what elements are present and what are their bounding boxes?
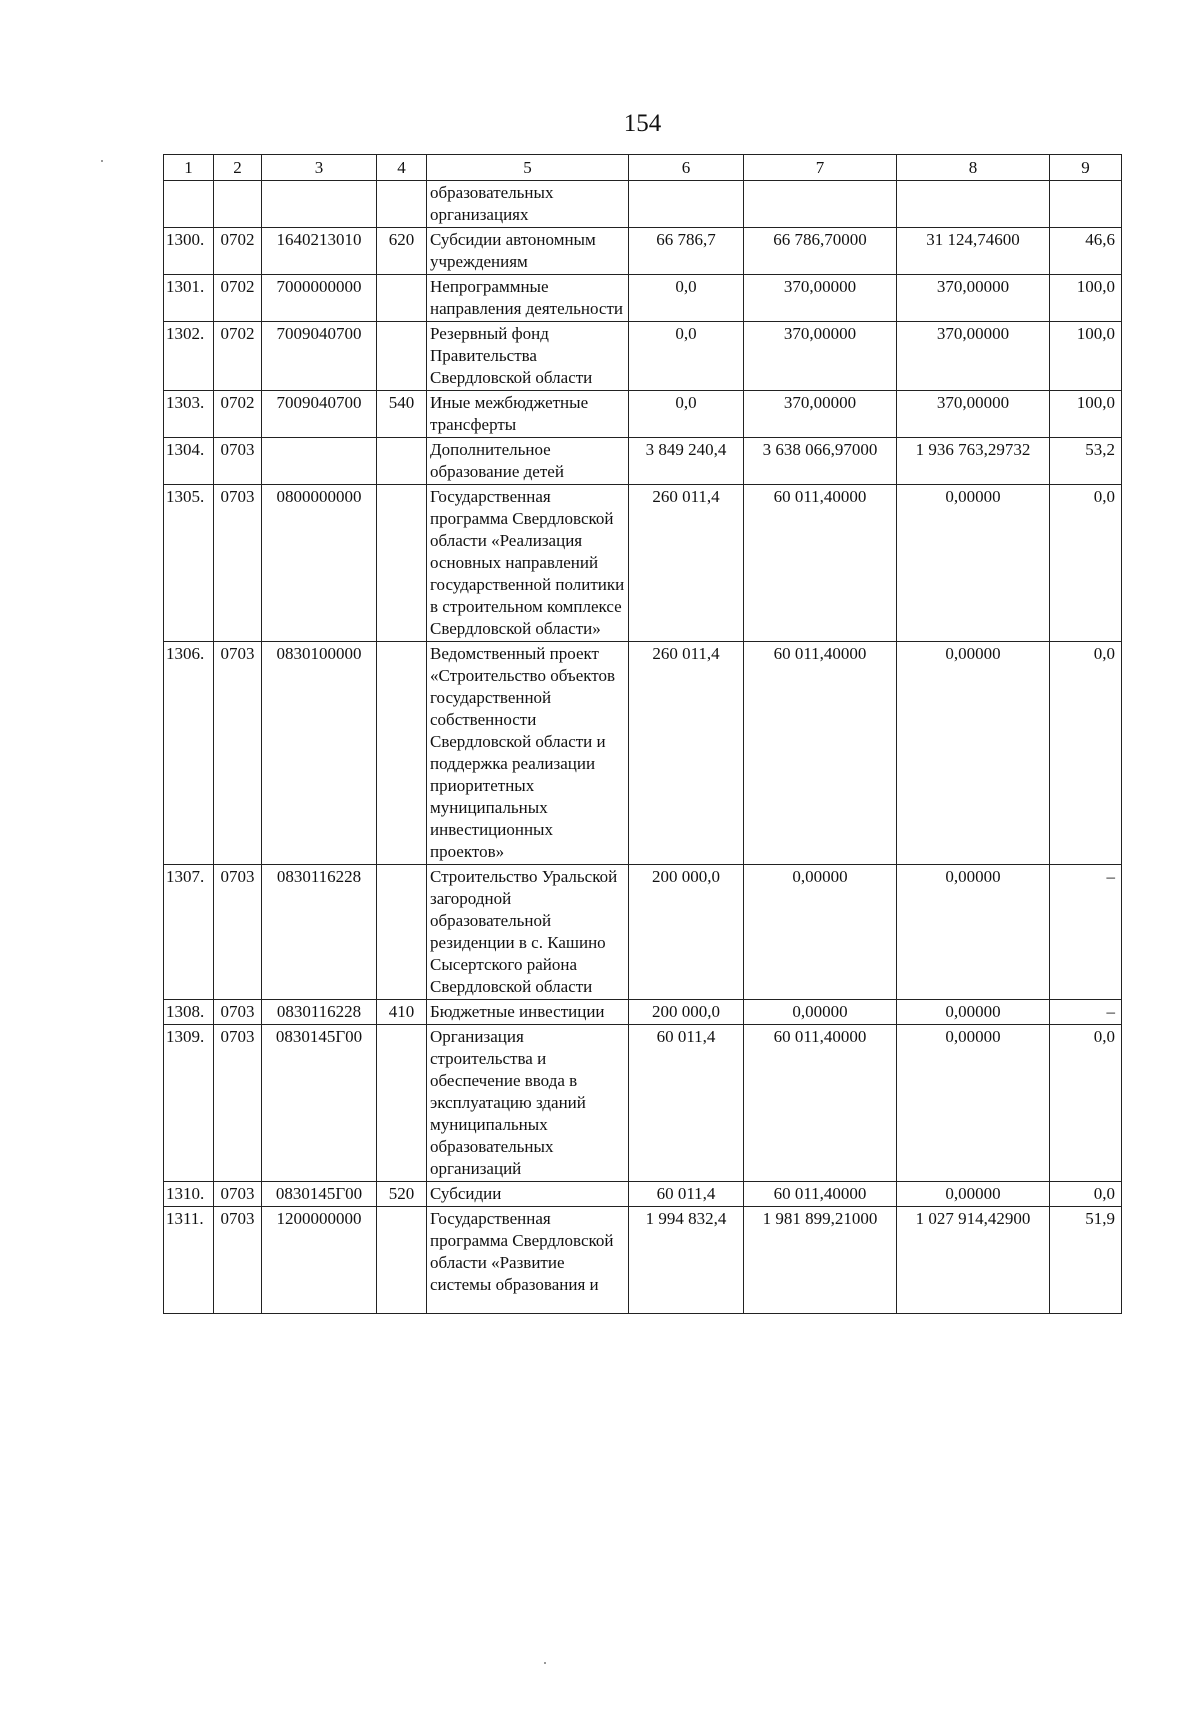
table-row xyxy=(164,181,1122,228)
execution-percent-cell xyxy=(1050,181,1122,228)
scan-speck xyxy=(101,160,103,162)
row-number-cell: 1306. xyxy=(164,642,214,865)
executed-amount-cell: 0,00000 xyxy=(897,1000,1050,1025)
executed-amount-cell: 0,00000 xyxy=(897,485,1050,642)
expense-type-cell: 410 xyxy=(377,1000,427,1025)
section-code-cell: 0702 xyxy=(214,275,262,322)
expense-type-cell xyxy=(377,865,427,1000)
row-number-cell: 1307. xyxy=(164,865,214,1000)
refined-amount-cell: 3 638 066,97000 xyxy=(744,438,897,485)
row-number-cell: 1308. xyxy=(164,1000,214,1025)
executed-amount-cell: 1 027 914,42900 xyxy=(897,1207,1050,1314)
execution-percent-cell: 46,6 xyxy=(1050,228,1122,275)
executed-amount-cell: 0,00000 xyxy=(897,642,1050,865)
page-number: 154 xyxy=(623,110,662,137)
executed-amount-cell: 370,00000 xyxy=(897,391,1050,438)
refined-amount-cell: 370,00000 xyxy=(744,275,897,322)
execution-percent-cell: – xyxy=(1050,1000,1122,1025)
target-article-cell: 7009040700 xyxy=(262,391,377,438)
refined-amount-cell: 60 011,40000 xyxy=(744,485,897,642)
refined-amount-cell: 370,00000 xyxy=(744,391,897,438)
executed-amount-cell: 1 936 763,29732 xyxy=(897,438,1050,485)
refined-amount-cell xyxy=(744,181,897,228)
table-row xyxy=(164,1000,1122,1025)
execution-percent-cell: 0,0 xyxy=(1050,485,1122,642)
execution-percent-cell: 100,0 xyxy=(1050,322,1122,391)
table-row xyxy=(164,485,1122,642)
refined-amount-cell: 0,00000 xyxy=(744,1000,897,1025)
execution-percent-cell: 0,0 xyxy=(1050,1182,1122,1207)
refined-amount-cell: 1 981 899,21000 xyxy=(744,1207,897,1314)
item-name-cell: Строительство Уральской загородной образовательной резиденции в с. Кашино Сысертского района Свердловской области xyxy=(427,865,629,1000)
approved-amount-cell: 0,0 xyxy=(629,391,744,438)
table-row xyxy=(164,228,1122,275)
row-number-cell: 1303. xyxy=(164,391,214,438)
row-number-cell: 1311. xyxy=(164,1207,214,1314)
target-article-cell: 1200000000 xyxy=(262,1207,377,1314)
section-code-cell: 0702 xyxy=(214,391,262,438)
approved-amount-cell: 1 994 832,4 xyxy=(629,1207,744,1314)
execution-percent-cell: 51,9 xyxy=(1050,1207,1122,1314)
expense-type-cell: 540 xyxy=(377,391,427,438)
expense-type-cell xyxy=(377,181,427,228)
column-number-9: 9 xyxy=(1050,155,1122,181)
target-article-cell: 0830145Г00 xyxy=(262,1182,377,1207)
table-row xyxy=(164,391,1122,438)
table-row xyxy=(164,1025,1122,1182)
item-name-cell: Ведомственный проект «Строительство объектов государственной собственности Свердловской области и поддержка реализации приоритетных муниципальных инвестиционных проектов» xyxy=(427,642,629,865)
execution-percent-cell: – xyxy=(1050,865,1122,1000)
row-number-cell: 1309. xyxy=(164,1025,214,1182)
refined-amount-cell: 60 011,40000 xyxy=(744,1025,897,1182)
target-article-cell xyxy=(262,181,377,228)
target-article-cell: 0830145Г00 xyxy=(262,1025,377,1182)
approved-amount-cell: 3 849 240,4 xyxy=(629,438,744,485)
approved-amount-cell: 260 011,4 xyxy=(629,485,744,642)
approved-amount-cell: 66 786,7 xyxy=(629,228,744,275)
row-number-cell: 1302. xyxy=(164,322,214,391)
execution-percent-cell: 100,0 xyxy=(1050,275,1122,322)
column-number-4: 4 xyxy=(377,155,427,181)
target-article-cell: 0830116228 xyxy=(262,1000,377,1025)
expense-type-cell xyxy=(377,322,427,391)
column-number-3: 3 xyxy=(262,155,377,181)
table-body xyxy=(164,155,1122,1314)
column-number-2: 2 xyxy=(214,155,262,181)
execution-percent-cell: 100,0 xyxy=(1050,391,1122,438)
row-number-cell xyxy=(164,181,214,228)
expense-type-cell xyxy=(377,642,427,865)
approved-amount-cell: 200 000,0 xyxy=(629,865,744,1000)
executed-amount-cell: 370,00000 xyxy=(897,275,1050,322)
table-row xyxy=(164,1182,1122,1207)
approved-amount-cell: 0,0 xyxy=(629,275,744,322)
header-row xyxy=(164,155,1122,181)
row-number-cell: 1301. xyxy=(164,275,214,322)
expense-type-cell: 520 xyxy=(377,1182,427,1207)
item-name-cell: Организация строительства и обеспечение ввода в эксплуатацию зданий муниципальных образовательных организаций xyxy=(427,1025,629,1182)
item-name-cell: Непрограммные направления деятельности xyxy=(427,275,629,322)
expense-type-cell xyxy=(377,438,427,485)
executed-amount-cell: 0,00000 xyxy=(897,865,1050,1000)
target-article-cell: 0800000000 xyxy=(262,485,377,642)
row-number-cell: 1304. xyxy=(164,438,214,485)
row-number-cell: 1300. xyxy=(164,228,214,275)
column-number-7: 7 xyxy=(744,155,897,181)
refined-amount-cell: 60 011,40000 xyxy=(744,642,897,865)
expense-type-cell xyxy=(377,1025,427,1182)
execution-percent-cell: 53,2 xyxy=(1050,438,1122,485)
target-article-cell: 1640213010 xyxy=(262,228,377,275)
scan-speck xyxy=(544,1662,546,1664)
item-name-cell: Резервный фонд Правительства Свердловской области xyxy=(427,322,629,391)
executed-amount-cell: 0,00000 xyxy=(897,1025,1050,1182)
expense-type-cell: 620 xyxy=(377,228,427,275)
section-code-cell: 0703 xyxy=(214,865,262,1000)
executed-amount-cell xyxy=(897,181,1050,228)
refined-amount-cell: 0,00000 xyxy=(744,865,897,1000)
item-name-cell: Иные межбюджетные трансферты xyxy=(427,391,629,438)
section-code-cell: 0703 xyxy=(214,1182,262,1207)
target-article-cell xyxy=(262,438,377,485)
section-code-cell: 0703 xyxy=(214,438,262,485)
table-row xyxy=(164,1207,1122,1314)
column-number-8: 8 xyxy=(897,155,1050,181)
refined-amount-cell: 60 011,40000 xyxy=(744,1182,897,1207)
column-number-5: 5 xyxy=(427,155,629,181)
column-number-6: 6 xyxy=(629,155,744,181)
row-number-cell: 1310. xyxy=(164,1182,214,1207)
section-code-cell: 0703 xyxy=(214,642,262,865)
item-name-cell: Бюджетные инвестиции xyxy=(427,1000,629,1025)
refined-amount-cell: 370,00000 xyxy=(744,322,897,391)
section-code-cell: 0702 xyxy=(214,322,262,391)
executed-amount-cell: 370,00000 xyxy=(897,322,1050,391)
table-row xyxy=(164,322,1122,391)
approved-amount-cell: 60 011,4 xyxy=(629,1182,744,1207)
section-code-cell: 0703 xyxy=(214,485,262,642)
target-article-cell: 0830100000 xyxy=(262,642,377,865)
section-code-cell: 0702 xyxy=(214,228,262,275)
approved-amount-cell: 260 011,4 xyxy=(629,642,744,865)
approved-amount-cell: 0,0 xyxy=(629,322,744,391)
item-name-cell: Субсидии автономным учреждениям xyxy=(427,228,629,275)
approved-amount-cell: 60 011,4 xyxy=(629,1025,744,1182)
execution-percent-cell: 0,0 xyxy=(1050,642,1122,865)
execution-percent-cell: 0,0 xyxy=(1050,1025,1122,1182)
approved-amount-cell: 200 000,0 xyxy=(629,1000,744,1025)
section-code-cell: 0703 xyxy=(214,1207,262,1314)
item-name-cell: Государственная программа Свердловской области «Реализация основных направлений государственной политики в строительном комплексе Свердловской области» xyxy=(427,485,629,642)
table-row xyxy=(164,865,1122,1000)
executed-amount-cell: 0,00000 xyxy=(897,1182,1050,1207)
item-name-cell: образовательных организациях xyxy=(427,181,629,228)
target-article-cell: 7009040700 xyxy=(262,322,377,391)
target-article-cell: 0830116228 xyxy=(262,865,377,1000)
section-code-cell xyxy=(214,181,262,228)
expense-type-cell xyxy=(377,485,427,642)
approved-amount-cell xyxy=(629,181,744,228)
section-code-cell: 0703 xyxy=(214,1000,262,1025)
item-name-cell: Субсидии xyxy=(427,1182,629,1207)
executed-amount-cell: 31 124,74600 xyxy=(897,228,1050,275)
table-row xyxy=(164,275,1122,322)
row-number-cell: 1305. xyxy=(164,485,214,642)
section-code-cell: 0703 xyxy=(214,1025,262,1182)
item-name-cell: Государственная программа Свердловской области «Развитие системы образования и xyxy=(427,1207,629,1314)
item-name-cell: Дополнительное образование детей xyxy=(427,438,629,485)
expense-type-cell xyxy=(377,1207,427,1314)
refined-amount-cell: 66 786,70000 xyxy=(744,228,897,275)
budget-table xyxy=(163,154,1122,1314)
column-number-1: 1 xyxy=(164,155,214,181)
table-row xyxy=(164,642,1122,865)
target-article-cell: 7000000000 xyxy=(262,275,377,322)
table-row xyxy=(164,438,1122,485)
expense-type-cell xyxy=(377,275,427,322)
